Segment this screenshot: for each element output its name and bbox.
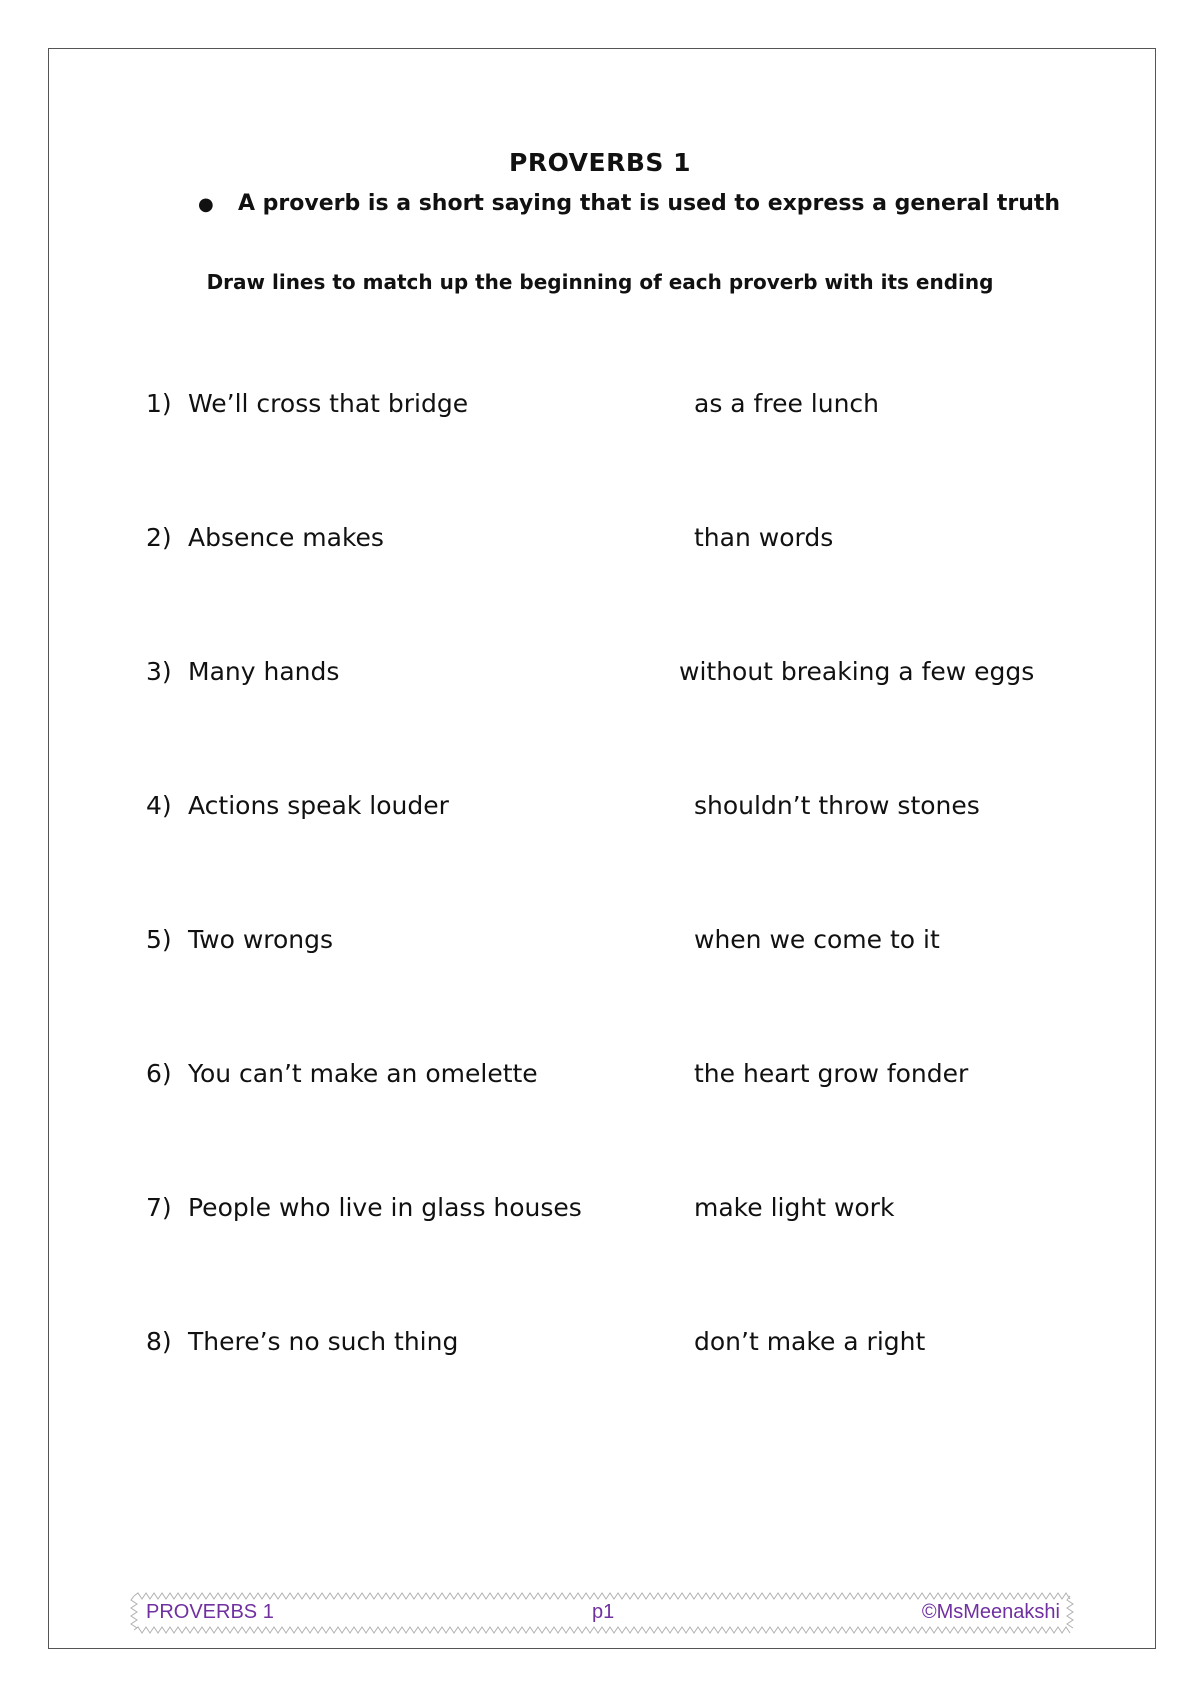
beginning-text-8: There’s no such thing (188, 1327, 459, 1356)
item-number-4: 4) (146, 791, 172, 820)
item-number-7: 7) (146, 1193, 172, 1222)
proverb-beginning-7 (146, 1193, 582, 1222)
beginning-text-5: Two wrongs (188, 925, 334, 954)
item-number-2: 2) (146, 523, 172, 552)
beginning-text-2: Absence makes (188, 523, 384, 552)
definition-line (198, 191, 1060, 216)
beginning-text-7: People who live in glass houses (188, 1193, 582, 1222)
bullet-icon: ● (198, 194, 214, 215)
proverb-ending-1: as a free lunch (694, 389, 880, 418)
proverb-ending-7: make light work (694, 1193, 895, 1222)
proverb-beginning-2 (146, 523, 384, 552)
item-number-5: 5) (146, 925, 172, 954)
proverb-row-1 (0, 389, 1200, 429)
proverb-beginning-5 (146, 925, 333, 954)
proverb-row-8 (0, 1327, 1200, 1367)
beginning-text-3: Many hands (188, 657, 340, 686)
proverb-ending-3: without breaking a few eggs (679, 657, 1035, 686)
proverb-ending-5: when we come to it (694, 925, 940, 954)
footer-copyright: ©MsMeenakshi (921, 1601, 1060, 1623)
proverb-row-6 (0, 1059, 1200, 1099)
item-number-3: 3) (146, 657, 172, 686)
proverb-ending-8: don’t make a right (694, 1327, 926, 1356)
proverb-beginning-1 (146, 389, 468, 418)
definition-text: A proverb is a short saying that is used to express a general truth (238, 191, 1061, 216)
proverb-row-4 (0, 791, 1200, 831)
proverb-ending-4: shouldn’t throw stones (694, 791, 980, 820)
item-number-8: 8) (146, 1327, 172, 1356)
item-number-6: 6) (146, 1059, 172, 1088)
beginning-text-6: You can’t make an omelette (188, 1059, 538, 1088)
page-title: PROVERBS 1 (509, 148, 691, 177)
proverb-beginning-4 (146, 791, 449, 820)
proverb-row-7 (0, 1193, 1200, 1233)
proverb-ending-2: than words (694, 523, 834, 552)
footer-page-number: p1 (592, 1601, 615, 1623)
proverb-beginning-6 (146, 1059, 538, 1088)
beginning-text-4: Actions speak louder (188, 791, 449, 820)
footer-title: PROVERBS 1 (146, 1601, 274, 1623)
proverb-row-3 (0, 657, 1200, 697)
beginning-text-1: We’ll cross that bridge (188, 389, 469, 418)
proverb-row-2 (0, 523, 1200, 563)
page-footer (128, 1590, 1076, 1636)
proverb-beginning-8 (146, 1327, 458, 1356)
item-number-1: 1) (146, 389, 172, 418)
proverb-row-5 (0, 925, 1200, 965)
instruction-text: Draw lines to match up the beginning of each proverb with its ending (206, 270, 994, 294)
proverb-beginning-3 (146, 657, 339, 686)
proverb-ending-6: the heart grow fonder (694, 1059, 969, 1088)
